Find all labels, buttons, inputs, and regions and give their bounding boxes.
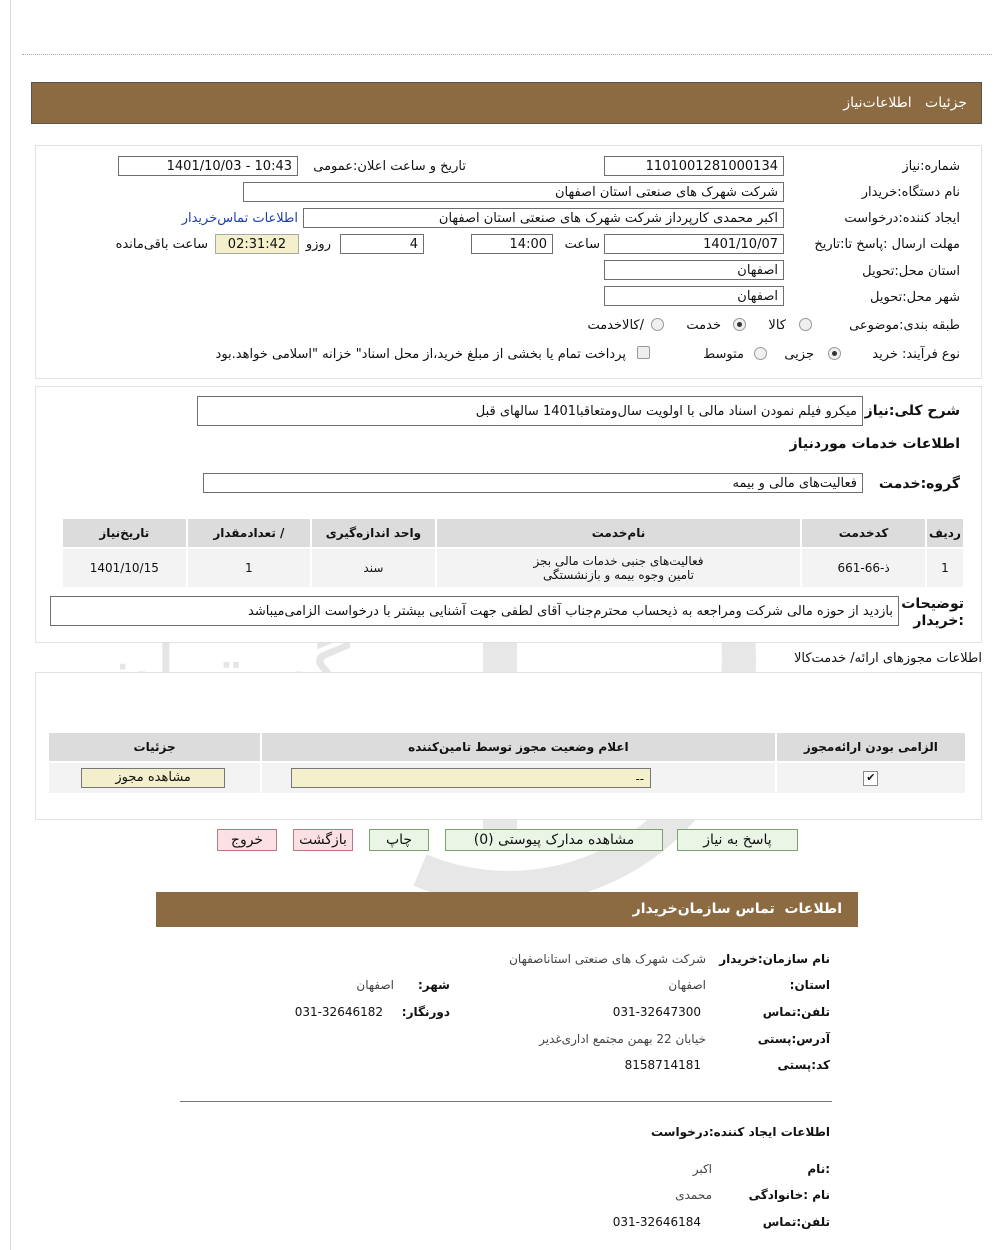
creator-last-value: محمدی — [675, 1188, 712, 1202]
th-qty: / تعدادمقدار — [187, 518, 312, 548]
creator-field: اکبر محمدی کارپرداز شرکت شهرک های صنعتی استان اصفهان — [303, 208, 784, 228]
creator-phone-label: تلفن:تماس — [762, 1215, 830, 1229]
contact-city-label: شهر: — [418, 978, 450, 992]
creator-first-label: :نام — [807, 1162, 830, 1176]
need-number-field: 1101001281000134 — [604, 156, 784, 176]
contact-org-label: نام سازمان:خریدار — [719, 952, 830, 966]
view-permit-button[interactable]: مشاهده مجوز — [81, 768, 225, 788]
permits-table — [47, 731, 967, 795]
permit-required-checkbox[interactable]: ✔ — [863, 771, 878, 786]
need-info-panel — [35, 145, 982, 379]
buyer-contact-link[interactable]: اطلاعات تماس‌خریدار — [181, 211, 298, 226]
cell-permit-status — [261, 762, 776, 794]
city-label: شهر محل:تحویل — [870, 290, 960, 305]
category-label: طبقه بندی:موضوعی — [849, 318, 960, 333]
contact-address-label: آدرس:پستی — [757, 1032, 830, 1046]
th-unit: واحد اندازه‌گیری — [311, 518, 436, 548]
th-permit-status: اعلام وضعیت مجوز توسط تامین‌کننده — [261, 732, 776, 762]
contact-phone-label: تلفن:تماس — [762, 1005, 830, 1019]
permit-status-field: -- — [291, 768, 651, 788]
process-label: نوع فرآیند: خرید — [872, 347, 960, 362]
contact-phone-value: 031-32647300 — [612, 1005, 701, 1019]
table-row — [62, 548, 964, 588]
th-permit-required: الزامی بودن ارائه‌مجوز — [776, 732, 966, 762]
announce-label: تاریخ و ساعت اعلان:عمومی — [313, 159, 466, 174]
process-radio-medium[interactable] — [754, 347, 767, 360]
category-option-service: خدمت — [686, 318, 721, 333]
th-date: تاریخ‌نیاز — [62, 518, 187, 548]
creator-phone-value: 031-32646184 — [612, 1215, 701, 1229]
payment-checkbox[interactable] — [637, 346, 650, 359]
cell-permit-required — [776, 762, 966, 794]
contact-fax-value: 031-32646182 — [294, 1005, 383, 1019]
contact-title: اطلاعات تماس سازمان‌خریدار — [632, 901, 842, 917]
cell-date: 1401/10/15 — [62, 548, 187, 588]
buyer-notes-field: بازدید از حوزه مالی شرکت ومراجعه به ذیحساب محترم‌جناب آقای لطفی جهت آشنایی بیشتر با درخواست الزامی‌میباشد — [50, 596, 899, 626]
process-radio-minor[interactable] — [828, 347, 841, 360]
print-button[interactable]: چاپ — [369, 829, 429, 851]
buyer-notes-label: توضیحات :خریدار — [901, 596, 964, 629]
page-left-border — [10, 0, 11, 1250]
th-name: نام‌خدمت — [436, 518, 802, 548]
need-number-label: شماره:نیاز — [902, 159, 960, 174]
creator-info-title: اطلاعات ایجاد کننده:درخواست — [650, 1125, 830, 1139]
days-label: روزو — [305, 237, 331, 252]
summary-field: میکرو فیلم نمودن اسناد مالی با اولویت سال‌ومتعاقبا1401 سالهای قبل — [197, 396, 863, 426]
page-title: جزئیات اطلاعات‌نیاز — [843, 95, 967, 111]
contact-postal-value: 8158714181 — [624, 1058, 701, 1072]
remaining-timer: 02:31:42 — [215, 234, 299, 254]
contact-province-value: اصفهان — [668, 978, 706, 992]
services-table — [61, 517, 965, 589]
deadline-time-field: 14:00 — [471, 234, 553, 254]
page-header — [31, 82, 982, 124]
creator-label: ایجاد کننده:درخواست — [844, 211, 960, 226]
group-label: گروه:خدمت — [878, 476, 960, 492]
category-radio-both[interactable] — [651, 318, 664, 331]
province-label: استان محل:تحویل — [862, 264, 960, 279]
process-option-minor: جزیی — [784, 347, 814, 362]
cell-unit: سند — [311, 548, 436, 588]
contact-province-label: استان: — [789, 978, 830, 992]
group-field: فعالیت‌های مالی و بیمه — [203, 473, 863, 493]
contact-divider — [180, 1101, 832, 1102]
category-option-both: /کالاخدمت — [587, 318, 644, 333]
category-option-goods: کالا — [768, 318, 786, 333]
exit-button[interactable]: خروج — [217, 829, 277, 851]
announce-field: 1401/10/03 - 10:43 — [118, 156, 298, 176]
cell-qty: 1 — [187, 548, 312, 588]
cell-name — [436, 548, 802, 588]
payment-note: پرداخت تمام یا بخشی از مبلغ خرید،از محل اسناد" خزانه "اسلامی خواهد.بود — [215, 347, 626, 362]
table-row — [48, 762, 966, 794]
process-option-medium: متوسط — [703, 347, 744, 362]
creator-last-label: نام :خانوادگی — [748, 1188, 830, 1202]
deadline-hour-label: ساعت — [564, 237, 600, 252]
contact-postal-label: کد:پستی — [777, 1058, 830, 1072]
category-radio-goods[interactable] — [799, 318, 812, 331]
summary-label: شرح کلی:نیاز — [864, 403, 960, 419]
cell-permit-details — [48, 762, 261, 794]
creator-first-value: اکبر — [692, 1162, 712, 1176]
top-divider — [22, 54, 992, 55]
category-radio-service[interactable] — [733, 318, 746, 331]
th-code: کدخدمت — [801, 518, 926, 548]
buyer-org-field: شرکت شهرک های صنعتی استان اصفهان — [243, 182, 784, 202]
back-button[interactable]: بازگشت — [293, 829, 353, 851]
contact-org-value: شرکت شهرک های صنعتی استاناصفهان — [509, 952, 706, 966]
contact-header — [156, 892, 858, 927]
deadline-date-field: 1401/10/07 — [604, 234, 784, 254]
contact-city-value: اصفهان — [356, 978, 394, 992]
days-field: 4 — [340, 234, 424, 254]
cell-row: 1 — [926, 548, 964, 588]
cell-code: ذ-66-661 — [801, 548, 926, 588]
province-field: اصفهان — [604, 260, 784, 280]
th-permit-details: جزئیات — [48, 732, 261, 762]
city-field: اصفهان — [604, 286, 784, 306]
cell-name-line1: فعالیت‌های جنبی خدمات مالی بجز — [533, 554, 704, 568]
deadline-label: مهلت ارسال :پاسخ تا:تاریخ — [814, 237, 960, 252]
remaining-label: ساعت باقی‌مانده — [115, 237, 208, 252]
services-title: اطلاعات خدمات موردنیاز — [789, 436, 960, 452]
reply-button[interactable]: پاسخ به نیاز — [677, 829, 798, 851]
buyer-org-label: نام دستگاه:خریدار — [861, 185, 960, 200]
cell-name-line2: تامین وجوه بیمه و بازنشستگی — [542, 568, 695, 582]
contact-fax-label: دورنگار: — [401, 1005, 450, 1019]
contact-address-value: خیابان 22 بهمن مجتمع اداری‌غدیر — [539, 1032, 706, 1046]
permits-title: اطلاعات مجوزهای ارائه/ خدمت‌کالا — [793, 651, 982, 666]
th-row: ردیف — [926, 518, 964, 548]
view-attachments-button[interactable]: مشاهده مدارک پیوستی (0) — [445, 829, 663, 851]
